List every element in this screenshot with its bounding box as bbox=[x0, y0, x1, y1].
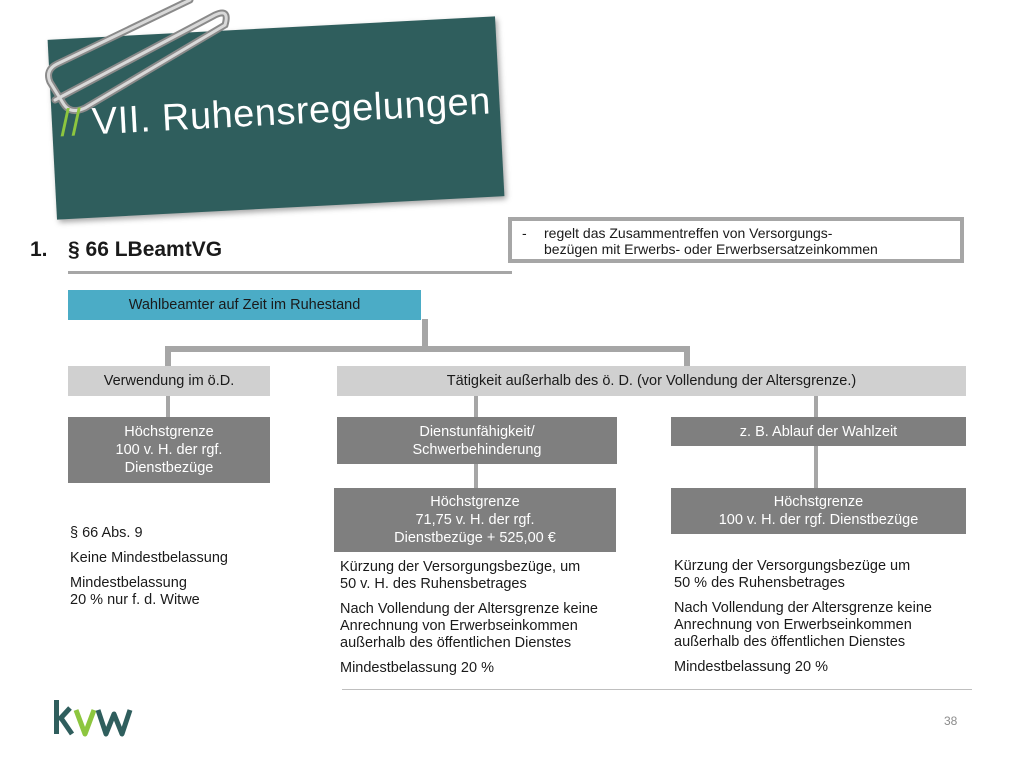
note-text bbox=[544, 225, 954, 257]
right-detail-3: Nach Vollendung der Altersgrenze keine bbox=[674, 600, 932, 616]
title-prefix: // bbox=[58, 101, 84, 145]
right-detail-6: Mindestbelassung 20 % bbox=[674, 659, 828, 675]
mid-detail-6: Mindestbelassung 20 % bbox=[340, 660, 494, 676]
left-detail-4: 20 % nur f. d. Witwe bbox=[70, 592, 200, 608]
right-details bbox=[674, 558, 984, 684]
connector-horizontal-top bbox=[165, 346, 690, 352]
connector-right-limit bbox=[814, 445, 818, 488]
mid-case-line-1: Dienstunfähigkeit/ bbox=[419, 423, 535, 440]
mid-details bbox=[340, 559, 650, 685]
right-branch-label: Tätigkeit außerhalb des ö. D. (vor Vollendung der Altersgrenze.) bbox=[446, 373, 857, 389]
connector-mid-limit bbox=[474, 464, 478, 488]
mid-case-line-2: Schwerbehinderung bbox=[412, 441, 542, 458]
page-number: 38 bbox=[944, 714, 958, 728]
kvw-logo bbox=[52, 698, 134, 738]
connector-left-limit bbox=[166, 395, 170, 417]
note-dash: - bbox=[522, 225, 527, 241]
mid-detail-4: Anrechnung von Erwerbseinkommen bbox=[340, 618, 578, 634]
header-divider bbox=[68, 271, 512, 274]
right-case-box bbox=[671, 417, 966, 446]
connector-right-down bbox=[684, 346, 690, 366]
section-number: 1. bbox=[30, 238, 48, 261]
mid-detail-3: Nach Vollendung der Altersgrenze keine bbox=[340, 601, 598, 617]
note-box bbox=[508, 217, 964, 263]
section-header bbox=[30, 238, 222, 262]
mid-limit-box bbox=[334, 488, 616, 552]
connector-mid-case bbox=[474, 395, 478, 417]
title-label: VII. Ruhensregelungen bbox=[90, 80, 492, 144]
right-detail-1: Kürzung der Versorgungsbezüge um bbox=[674, 558, 911, 574]
left-branch-label: Verwendung im ö.D. bbox=[103, 373, 235, 389]
mid-limit-line-2: 71,75 v. H. der rgf. bbox=[415, 512, 535, 528]
left-detail-3: Mindestbelassung bbox=[70, 575, 187, 591]
left-details bbox=[70, 525, 300, 617]
right-limit-box bbox=[671, 488, 966, 534]
root-box bbox=[68, 290, 421, 320]
connector-right-case bbox=[814, 395, 818, 417]
mid-detail-2: 50 v. H. des Ruhensbetrages bbox=[340, 576, 527, 592]
left-limit-line-1: Höchstgrenze bbox=[124, 424, 214, 440]
note-line-1: regelt das Zusammentreffen von Versorgungs- bbox=[544, 225, 833, 241]
right-limit-line-2: 100 v. H. der rgf. Dienstbezüge bbox=[718, 512, 919, 528]
mid-detail-1: Kürzung der Versorgungsbezüge, um bbox=[340, 559, 581, 575]
right-detail-4: Anrechnung von Erwerbseinkommen bbox=[674, 617, 912, 633]
note-line-2: bezügen mit Erwerbs- oder Erwerbsersatzeinkommen bbox=[544, 241, 878, 257]
mid-detail-5: außerhalb des öffentlichen Dienstes bbox=[340, 635, 572, 651]
left-limit-line-3: Dienstbezüge bbox=[124, 460, 214, 476]
left-limit-box bbox=[68, 417, 270, 483]
right-limit-line-1: Höchstgrenze bbox=[773, 494, 864, 510]
mid-limit-line-1: Höchstgrenze bbox=[430, 494, 520, 510]
left-detail-1: § 66 Abs. 9 bbox=[70, 525, 143, 541]
root-label: Wahlbeamter auf Zeit im Ruhestand bbox=[128, 297, 361, 313]
mid-limit-line-3: Dienstbezüge + 525,00 € bbox=[394, 530, 556, 546]
right-detail-5: außerhalb des öffentlichen Dienstes bbox=[674, 634, 906, 650]
right-case-label: z. B. Ablauf der Wahlzeit bbox=[739, 423, 898, 440]
mid-case-box bbox=[337, 417, 617, 464]
connector-root-down bbox=[422, 319, 428, 349]
section-title: § 66 LBeamtVG bbox=[68, 238, 223, 261]
right-detail-2: 50 % des Ruhensbetrages bbox=[674, 575, 845, 591]
left-branch-box bbox=[68, 366, 270, 396]
footer-divider bbox=[342, 689, 972, 690]
right-branch-box bbox=[337, 366, 966, 396]
left-limit-line-2: 100 v. H. der rgf. bbox=[115, 442, 223, 458]
connector-left-down bbox=[165, 346, 171, 366]
left-detail-2: Keine Mindestbelassung bbox=[70, 550, 228, 566]
